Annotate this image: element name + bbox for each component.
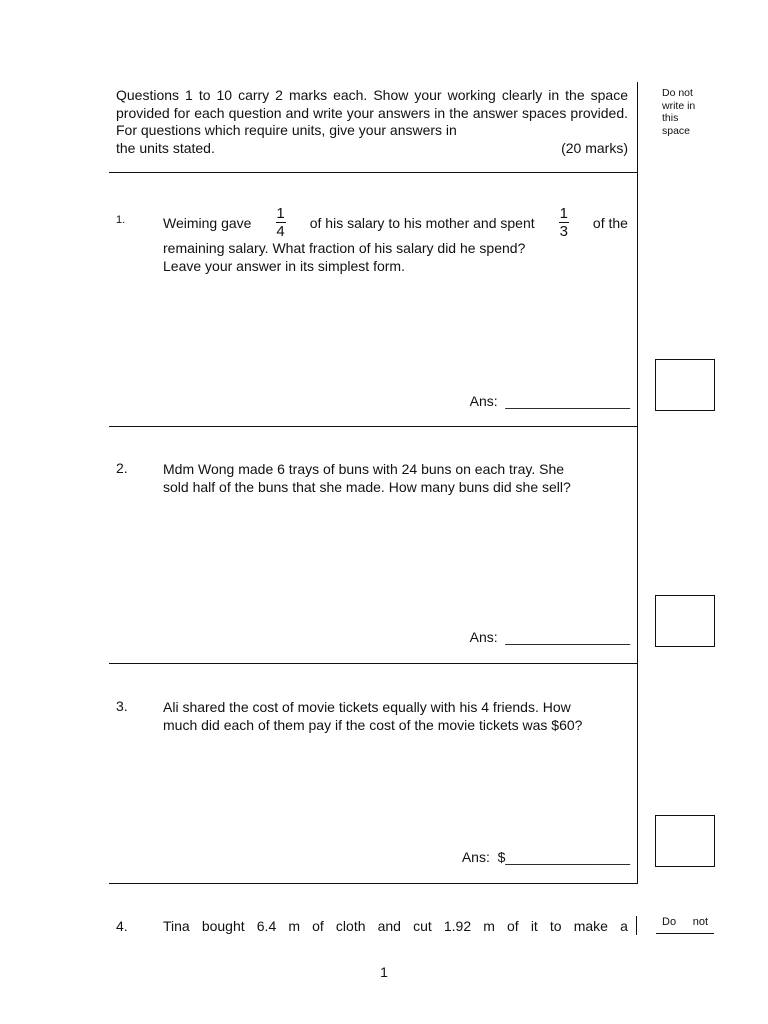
- fraction-one-quarter: $\frac{1}{4}$: [276, 205, 285, 240]
- instructions-text: Questions 1 to 10 carry 2 marks each. Show your working clearly in the space provided for each question and write your answers in the answer spaces provided. For questions which require units, give your answers in: [116, 87, 628, 138]
- question-2-number: 2.: [116, 460, 128, 476]
- question-3-text: Ali shared the cost of movie tickets equally with his 4 friends. How much did each of them pay if the cost of the movie tickets was $60?: [163, 699, 583, 733]
- margin-divider-line: [637, 82, 638, 884]
- section-divider: [109, 883, 638, 884]
- question-3-answer-line[interactable]: Ans: $________________: [461, 849, 630, 865]
- question-3-number: 3.: [116, 698, 128, 714]
- question-4-word: bought: [201, 918, 245, 934]
- margin-divider-line: [636, 916, 637, 935]
- question-4-word: of: [507, 918, 519, 934]
- question-4-word: a: [620, 918, 628, 934]
- question-2-answer-line[interactable]: Ans: ________________: [469, 629, 630, 645]
- question-4-number: 4.: [116, 918, 128, 934]
- question-4-word: 1.92: [443, 918, 472, 934]
- question-4-word: m: [288, 918, 301, 934]
- question-4-word: of: [312, 918, 324, 934]
- margin-note-2: Do not: [662, 916, 708, 928]
- question-4-word: cloth: [335, 918, 366, 934]
- total-marks: (20 marks): [561, 139, 628, 156]
- section-divider: [109, 426, 638, 427]
- question-1-marks-box: [655, 359, 715, 411]
- fraction-one-third: $\frac{1}{3}$: [559, 205, 568, 240]
- question-4-word: to: [549, 918, 562, 934]
- question-1-answer-line[interactable]: Ans: ________________: [469, 393, 630, 409]
- question-4-word: cut: [413, 918, 432, 934]
- page-number: 1: [380, 964, 388, 980]
- margin-note: Do not write in this space: [662, 87, 696, 137]
- section-divider: [109, 172, 638, 173]
- question-4-word: Tina: [163, 918, 190, 934]
- question-4-word: 6.4: [256, 918, 277, 934]
- margin-note-underline: [656, 933, 714, 934]
- question-3-marks-box: [655, 815, 715, 867]
- question-4-word: it: [530, 918, 538, 934]
- instructions: [116, 87, 628, 157]
- question-2-text: Mdm Wong made 6 trays of buns with 24 buns on each tray. She sold half of the buns that she made. How many buns did she sell?: [163, 461, 571, 495]
- question-1-number: 1.: [116, 214, 126, 226]
- question-2-marks-box: [655, 595, 715, 647]
- question-4-word: m: [483, 918, 495, 934]
- instructions-last-line: the units stated.: [116, 139, 215, 156]
- question-4-text: [163, 918, 628, 934]
- section-divider: [109, 663, 638, 664]
- question-4-word: and: [377, 918, 401, 934]
- question-4-word: make: [573, 918, 608, 934]
- question-1-text: Weiming gave $\frac{1}{4}$ of his salary to his mother and spent $\frac{1}{3}$ of the remaining salary. What fraction of his salary did he spend? Leave your answer in its simplest form.: [163, 205, 628, 274]
